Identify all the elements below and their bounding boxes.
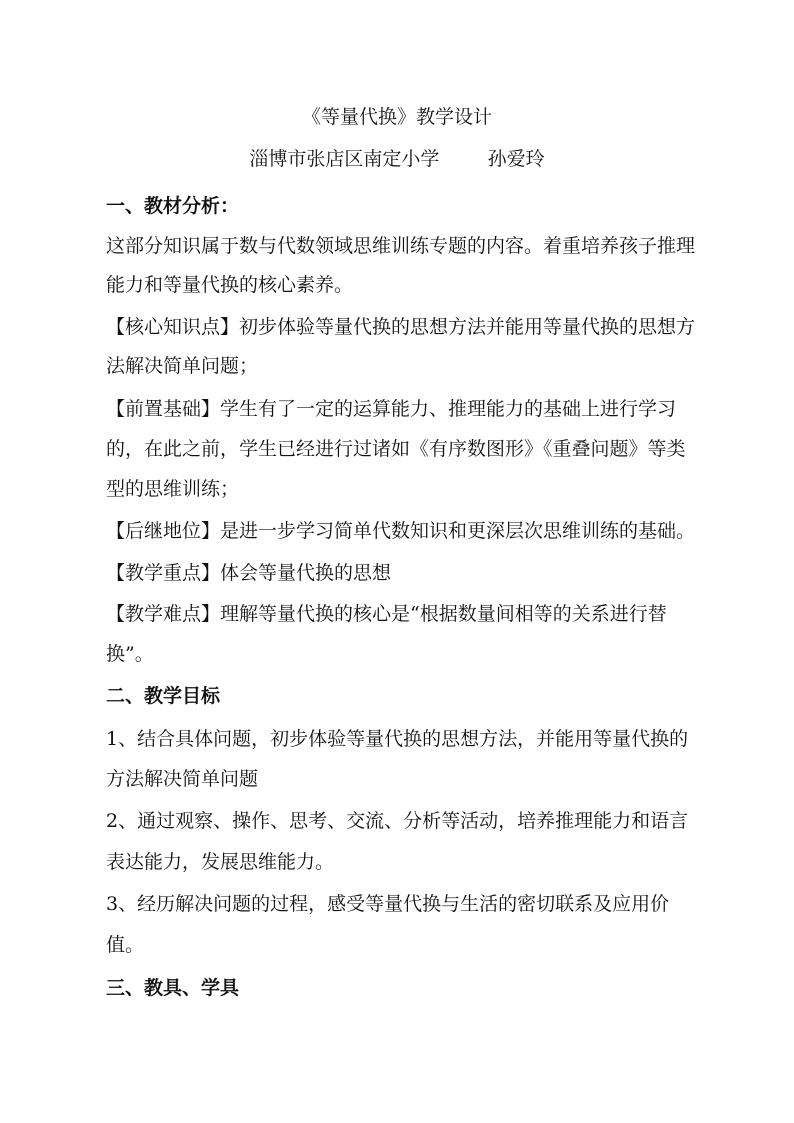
paragraph-line: 2、通过观察、操作、思考、交流、分析等活动，培养推理能力和语言 (106, 810, 689, 832)
paragraph-line: 表达能力，发展思维能力。 (106, 851, 335, 873)
paragraph-line: 能力和等量代换的核心素养。 (106, 274, 354, 296)
paragraph-line: 【后继地位】是进一步学习简单代数知识和更深层次思维训练的基础。 (106, 520, 696, 542)
paragraph-line: 型的思维训练； (106, 478, 240, 500)
section-heading-tools: 三、教具、学具 (106, 977, 240, 999)
paragraph-line: 换”。 (106, 643, 154, 665)
section-heading-objectives: 二、教学目标 (106, 685, 221, 707)
document-title: 《等量代换》教学设计 (301, 106, 492, 128)
section-heading-materials: 一、教材分析： (106, 195, 240, 217)
paragraph-line: 值。 (106, 934, 145, 956)
paragraph-line: 的，在此之前，学生已经进行过诸如《有序数图形》《重叠问题》等类 (106, 438, 686, 460)
author-line: 淄博市张店区南定小学 孙爱玲 (249, 148, 545, 170)
paragraph-line: 方法解决简单问题 (106, 768, 259, 790)
paragraph-line: 【教学重点】体会等量代换的思想 (106, 562, 392, 584)
paragraph-line: 【教学难点】理解等量代换的核心是“根据数量间相等的关系进行替 (106, 603, 667, 625)
paragraph-line: 1、结合具体问题，初步体验等量代换的思想方法，并能用等量代换的 (106, 728, 689, 750)
paragraph-line: 法解决简单问题； (106, 355, 259, 377)
paragraph-line: 这部分知识属于数与代数领域思维训练专题的内容。着重培养孩子推理 (106, 235, 696, 257)
paragraph-line: 3、经历解决问题的过程，感受等量代换与生活的密切联系及应用价 (106, 893, 670, 915)
paragraph-line: 【前置基础】学生有了一定的运算能力、推理能力的基础上进行学习 (106, 398, 677, 420)
paragraph-line: 【核心知识点】初步体验等量代换的思想方法并能用等量代换的思想方 (106, 316, 696, 338)
